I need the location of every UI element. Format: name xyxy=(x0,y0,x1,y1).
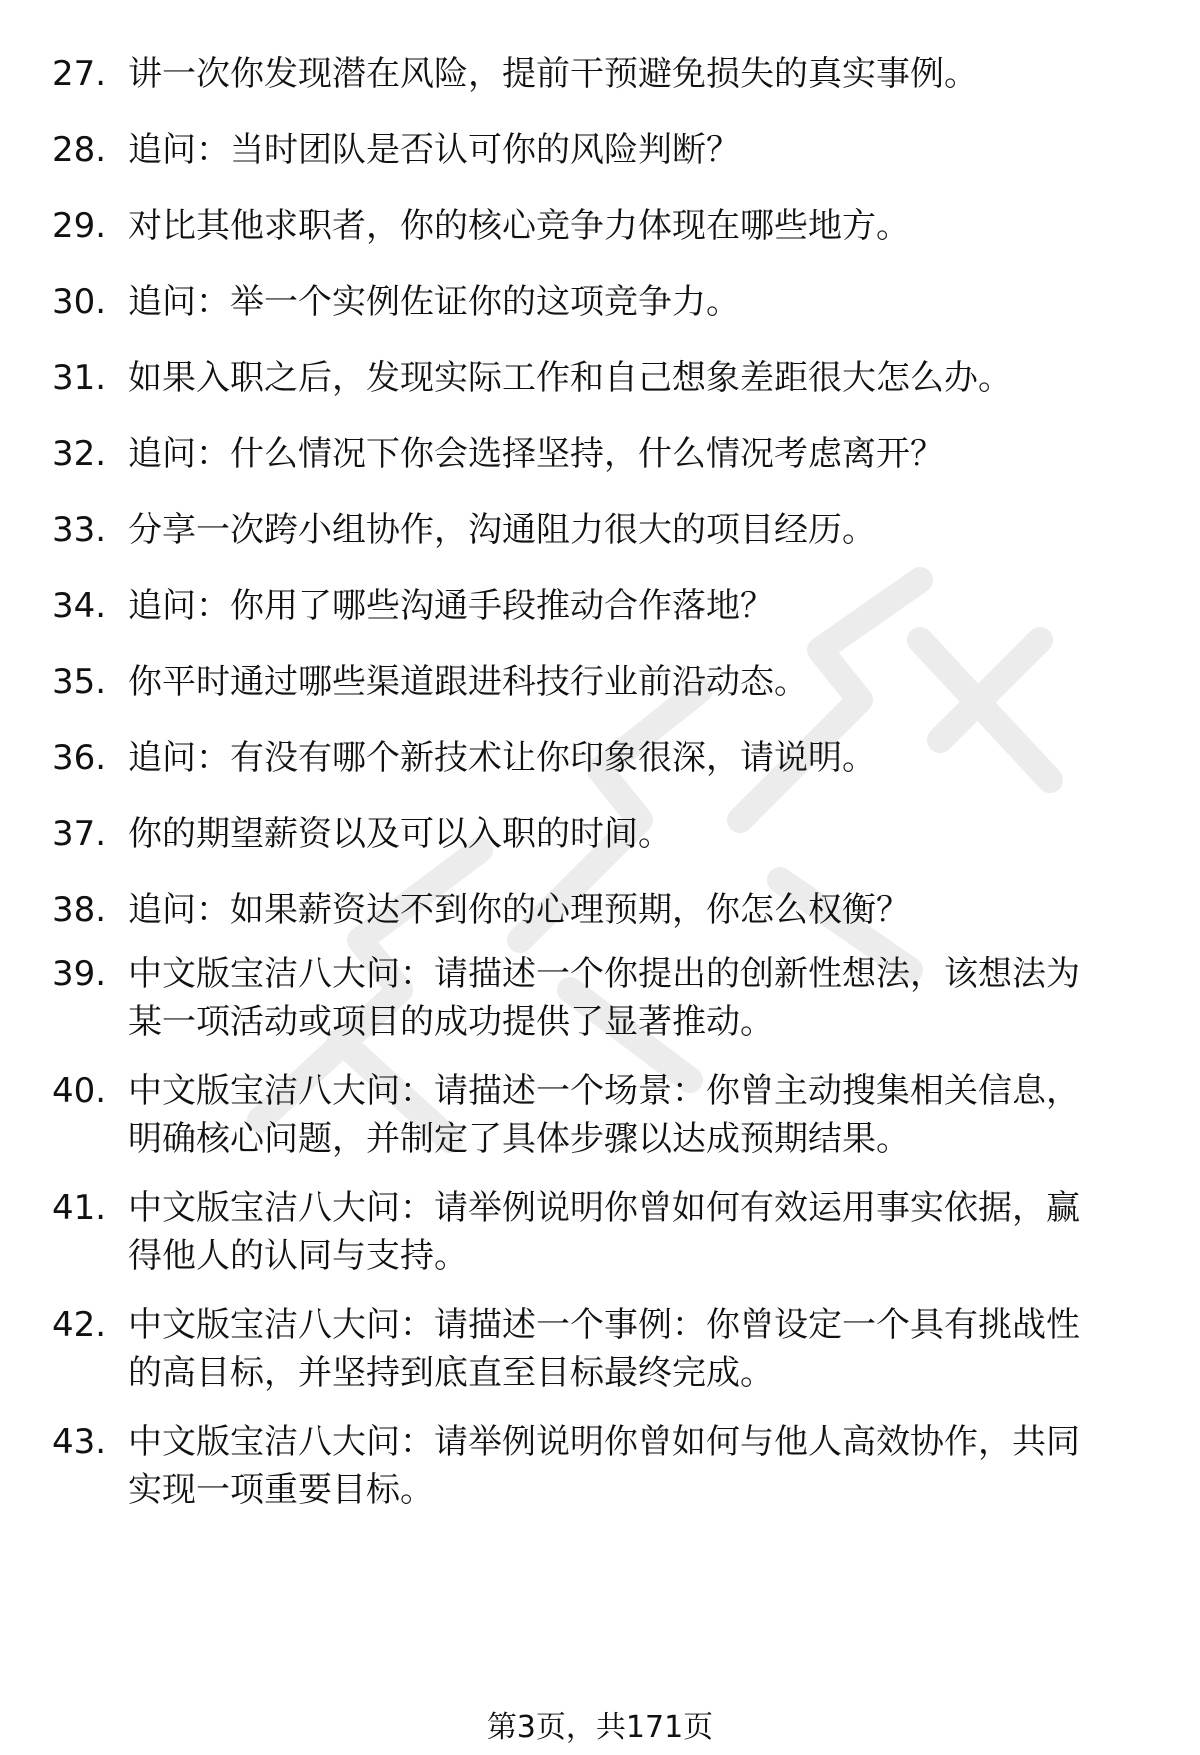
question-text: 你的期望薪资以及可以入职的时间。 xyxy=(128,814,672,854)
question-text: 中文版宝洁八大问：请举例说明你曾如何有效运用事实依据，赢 xyxy=(128,1188,1080,1228)
question-number: 30. xyxy=(52,282,107,322)
question-number: 39. xyxy=(52,954,107,994)
question-number: 31. xyxy=(52,358,107,398)
page-footer: 第3页，共171页 xyxy=(486,1710,714,1745)
question-number: 43. xyxy=(52,1422,107,1462)
question-text: 追问：当时团队是否认可你的风险判断？ xyxy=(128,130,740,170)
question-text: 追问：有没有哪个新技术让你印象很深，请说明。 xyxy=(128,738,876,778)
list-item xyxy=(0,1184,1200,1280)
question-number: 40. xyxy=(52,1071,107,1111)
question-text: 如果入职之后，发现实际工作和自己想象差距很大怎么办。 xyxy=(128,358,1012,398)
question-number: 38. xyxy=(52,890,107,930)
list-item xyxy=(0,734,1200,782)
question-text: 实现一项重要目标。 xyxy=(128,1470,434,1510)
question-number: 33. xyxy=(52,510,107,550)
question-text: 中文版宝洁八大问：请举例说明你曾如何与他人高效协作，共同 xyxy=(128,1422,1080,1462)
question-number: 29. xyxy=(52,206,107,246)
question-text: 明确核心问题，并制定了具体步骤以达成预期结果。 xyxy=(128,1119,910,1159)
list-item xyxy=(0,1301,1200,1397)
question-number: 32. xyxy=(52,434,107,474)
question-number: 28. xyxy=(52,130,107,170)
question-text: 分享一次跨小组协作，沟通阻力很大的项目经历。 xyxy=(128,510,876,550)
list-item xyxy=(0,1418,1200,1514)
question-text: 的高目标，并坚持到底直至目标最终完成。 xyxy=(128,1353,774,1393)
question-number: 27. xyxy=(52,54,107,94)
list-item xyxy=(0,950,1200,1046)
question-number: 37. xyxy=(52,814,107,854)
list-item xyxy=(0,202,1200,250)
list-item xyxy=(0,50,1200,98)
question-number: 36. xyxy=(52,738,107,778)
list-item xyxy=(0,582,1200,630)
question-text: 对比其他求职者，你的核心竞争力体现在哪些地方。 xyxy=(128,206,910,246)
question-text: 得他人的认同与支持。 xyxy=(128,1236,468,1276)
list-item xyxy=(0,278,1200,326)
list-item xyxy=(0,126,1200,174)
list-item xyxy=(0,506,1200,554)
list-item xyxy=(0,886,1200,934)
question-number: 41. xyxy=(52,1188,107,1228)
question-text: 讲一次你发现潜在风险，提前干预避免损失的真实事例。 xyxy=(128,54,978,94)
question-text: 中文版宝洁八大问：请描述一个场景：你曾主动搜集相关信息， xyxy=(128,1071,1080,1111)
question-text: 某一项活动或项目的成功提供了显著推动。 xyxy=(128,1002,774,1042)
question-text: 中文版宝洁八大问：请描述一个事例：你曾设定一个具有挑战性 xyxy=(128,1305,1080,1345)
question-text: 中文版宝洁八大问：请描述一个你提出的创新性想法，该想法为 xyxy=(128,954,1080,994)
question-text: 追问：如果薪资达不到你的心理预期，你怎么权衡？ xyxy=(128,890,910,930)
question-text: 追问：什么情况下你会选择坚持，什么情况考虑离开？ xyxy=(128,434,944,474)
question-number: 34. xyxy=(52,586,107,626)
question-text: 追问：举一个实例佐证你的这项竞争力。 xyxy=(128,282,740,322)
list-item xyxy=(0,354,1200,402)
question-number: 35. xyxy=(52,662,107,702)
list-item xyxy=(0,810,1200,858)
list-item xyxy=(0,430,1200,478)
question-number: 42. xyxy=(52,1305,107,1345)
list-item xyxy=(0,1067,1200,1163)
question-text: 你平时通过哪些渠道跟进科技行业前沿动态。 xyxy=(128,662,808,702)
question-text: 追问：你用了哪些沟通手段推动合作落地？ xyxy=(128,586,774,626)
list-item xyxy=(0,658,1200,706)
